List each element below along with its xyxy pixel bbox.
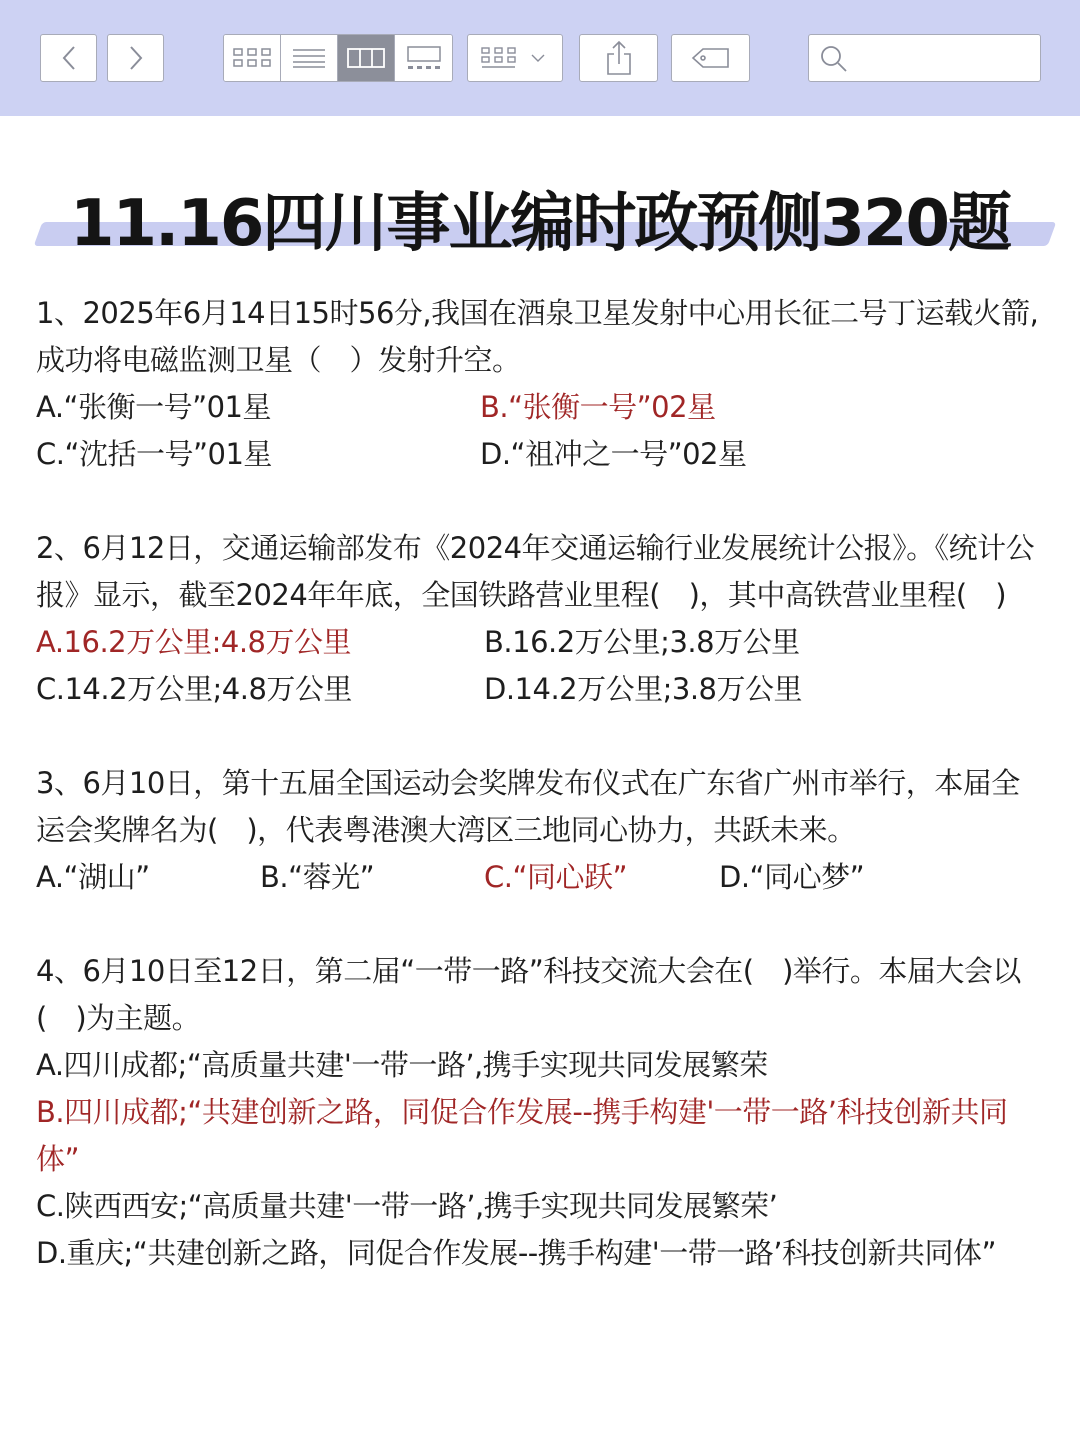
toolbar	[0, 0, 1080, 116]
option-c-correct: C.“同心跃”	[484, 860, 628, 894]
option-a-correct: A.16.2万公里:4.8万公里	[36, 625, 352, 659]
option-d: D.重庆;“共建创新之路，同促合作发展--携手构建'一带一路’科技创新共同体”	[36, 1236, 996, 1270]
question-stem: 1、2025年6月14日15时56分,我国在酒泉卫星发射中心用长征二号丁运载火箭,成功将电磁监测卫星（ ）发射升空。	[36, 296, 1039, 377]
grid-view-button[interactable]	[224, 35, 281, 81]
question-2	[36, 525, 1046, 713]
question-1	[36, 290, 1046, 478]
forward-icon	[126, 44, 146, 72]
page-title: 11.16四川事业编时政预侧320题	[69, 187, 1011, 261]
question-3	[36, 760, 1046, 901]
back-icon	[59, 44, 79, 72]
group-by-dropdown[interactable]	[467, 34, 563, 82]
search-icon	[819, 44, 849, 74]
forward-button[interactable]	[107, 34, 164, 82]
grid-view-icon	[232, 46, 272, 70]
option-a: A.四川成都;“高质量共建'一带一路’,携手实现共同发展繁荣	[36, 1048, 768, 1082]
search-input[interactable]	[808, 34, 1041, 82]
option-row	[36, 431, 1046, 478]
option-row	[36, 666, 1046, 713]
option-c: C.“沈括一号”01星	[36, 437, 272, 471]
option-row	[36, 619, 1046, 666]
share-button[interactable]	[579, 34, 658, 82]
option-d: D.14.2万公里;3.8万公里	[484, 672, 803, 706]
option-c: C.陕西西安;“高质量共建'一带一路’,携手实现共同发展繁荣’	[36, 1189, 778, 1223]
option-b-correct: B.四川成都;“共建创新之路，同促合作发展--携手构建'一带一路’科技创新共同体”	[36, 1095, 1008, 1176]
tag-icon	[691, 46, 731, 70]
gallery-view-icon	[405, 45, 443, 71]
option-d: D.“同心梦”	[719, 860, 865, 894]
question-stem: 4、6月10日至12日，第二届“一带一路”科技交流大会在( )举行。本届大会以( )为主题。	[36, 954, 1021, 1035]
option-d: D.“祖冲之一号”02星	[480, 437, 747, 471]
question-stem: 2、6月12日，交通运输部发布《2024年交通运输行业发展统计公报》。《统计公报》显示，截至2024年年底，全国铁路营业里程( )，其中高铁营业里程( )	[36, 531, 1035, 612]
question-stem: 3、6月10日，第十五届全国运动会奖牌发布仪式在广东省广州市举行，本届全运会奖牌名为( )，代表粤港澳大湾区三地同心协力，共跃未来。	[36, 766, 1020, 847]
column-view-icon	[347, 47, 385, 69]
title-area	[0, 160, 1080, 270]
tag-button[interactable]	[671, 34, 750, 82]
option-b: B.16.2万公里;3.8万公里	[484, 625, 800, 659]
column-view-button[interactable]	[338, 35, 395, 81]
share-icon	[605, 40, 633, 76]
group-icon	[480, 45, 550, 71]
option-b: B.“蓉光”	[260, 860, 375, 894]
option-row	[36, 384, 1046, 431]
gallery-view-button[interactable]	[395, 35, 452, 81]
option-c: C.14.2万公里;4.8万公里	[36, 672, 352, 706]
view-mode-switcher	[223, 34, 453, 82]
list-view-button[interactable]	[281, 35, 338, 81]
option-row	[36, 854, 1046, 901]
back-button[interactable]	[40, 34, 97, 82]
option-a: A.“张衡一号”01星	[36, 390, 271, 424]
option-a: A.“湖山”	[36, 860, 150, 894]
list-view-icon	[292, 47, 326, 69]
question-list	[36, 290, 1046, 1324]
question-4	[36, 948, 1046, 1277]
option-b-correct: B.“张衡一号”02星	[480, 390, 716, 424]
